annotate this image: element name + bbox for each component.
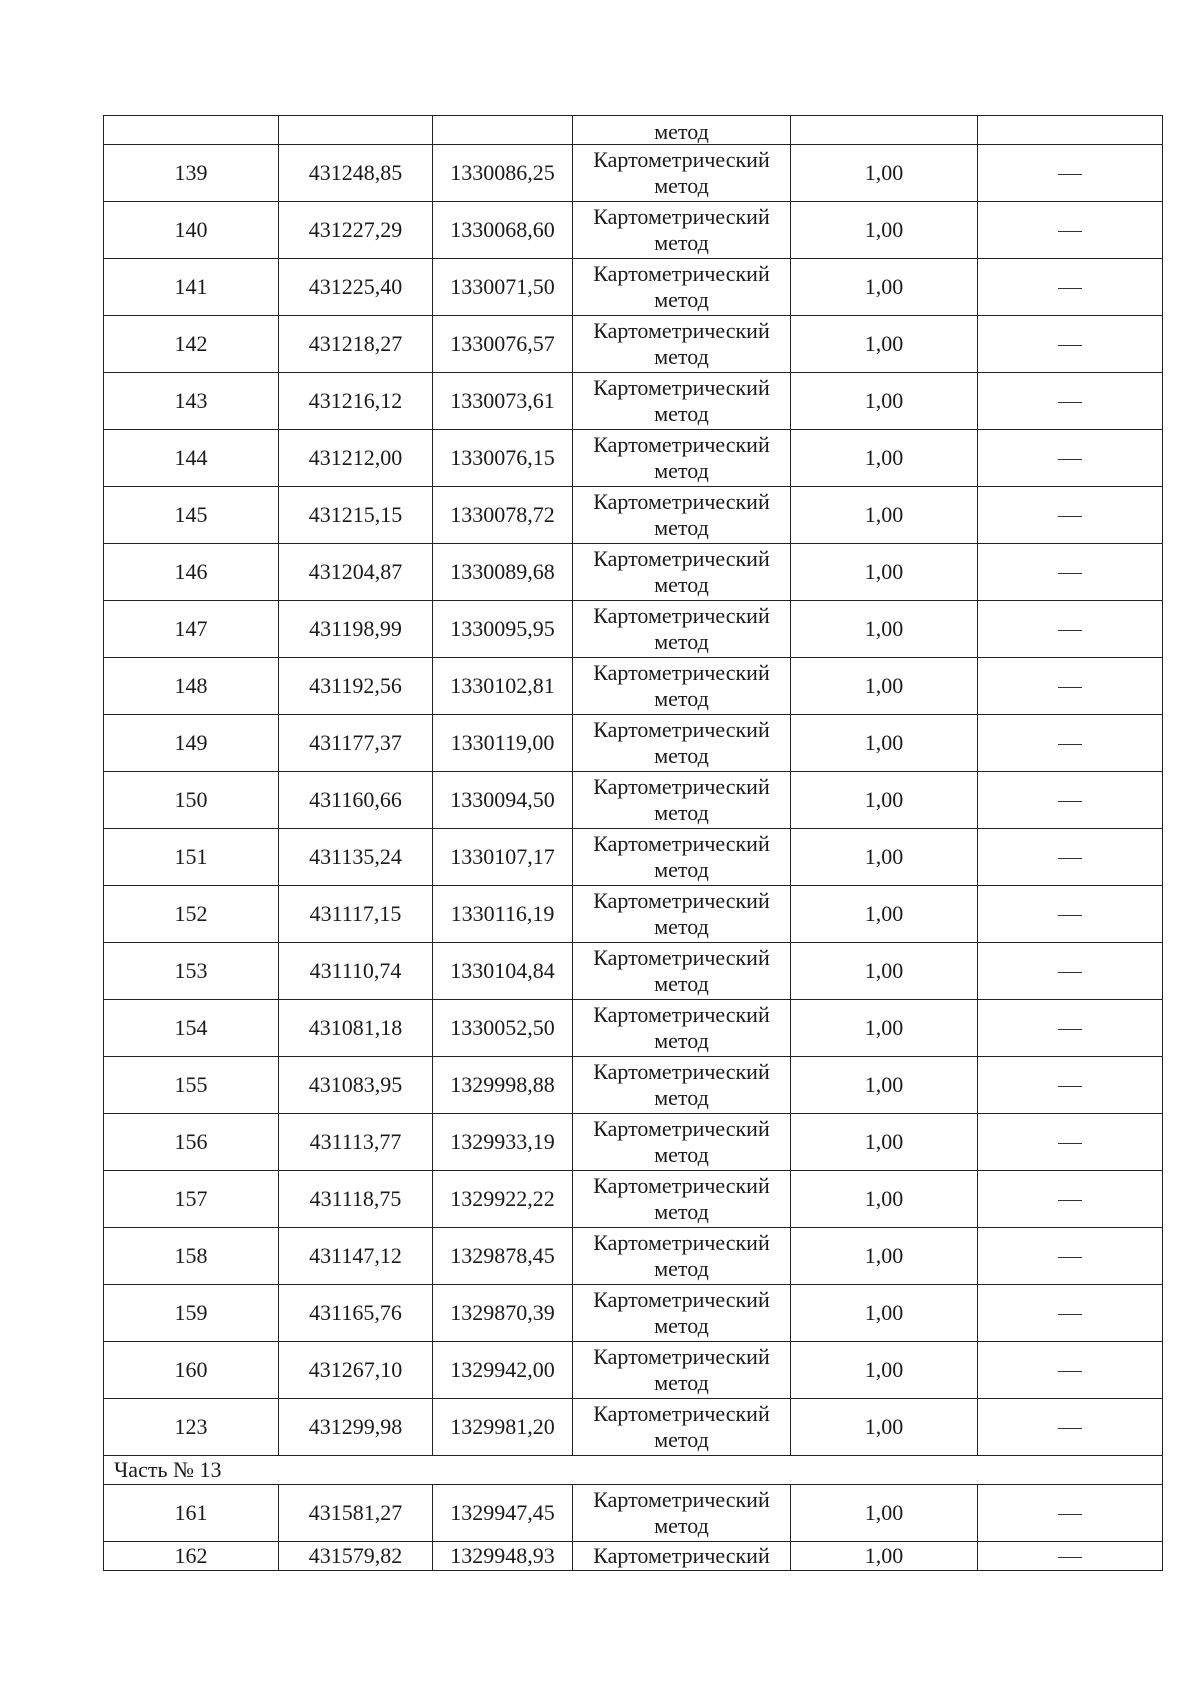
precision-cell: 1,00	[791, 1485, 978, 1542]
y-coordinate-cell: 1329878,45	[433, 1228, 573, 1285]
precision-cell: 1,00	[791, 1228, 978, 1285]
method-cell	[573, 1114, 791, 1171]
em-dash-icon	[1058, 402, 1082, 403]
method-line-2: метод	[654, 515, 709, 540]
table-row	[104, 1171, 1163, 1228]
note-cell	[978, 1228, 1163, 1285]
note-cell	[978, 1171, 1163, 1228]
x-coordinate-cell: 431299,98	[279, 1399, 433, 1456]
point-number-cell: 145	[104, 487, 279, 544]
precision-cell: 1,00	[791, 886, 978, 943]
note-cell	[978, 1000, 1163, 1057]
table-row	[104, 601, 1163, 658]
em-dash-icon	[1058, 1514, 1082, 1515]
precision-cell: 1,00	[791, 487, 978, 544]
point-number-cell: 157	[104, 1171, 279, 1228]
table-row	[104, 886, 1163, 943]
method-cell	[573, 829, 791, 886]
note-cell	[978, 1114, 1163, 1171]
method-line-2: метод	[654, 1313, 709, 1338]
point-number-cell: 147	[104, 601, 279, 658]
em-dash-icon	[1058, 630, 1082, 631]
y-coordinate-cell: 1329870,39	[433, 1285, 573, 1342]
method-line-1: Картометрический	[593, 1002, 770, 1027]
precision-cell: 1,00	[791, 1057, 978, 1114]
note-cell	[978, 772, 1163, 829]
method-line-2: метод	[654, 173, 709, 198]
note-cell	[978, 829, 1163, 886]
method-cell	[573, 544, 791, 601]
precision-cell: 1,00	[791, 373, 978, 430]
point-number-cell: 155	[104, 1057, 279, 1114]
precision-cell: 1,00	[791, 715, 978, 772]
point-number-cell: 140	[104, 202, 279, 259]
x-coordinate-cell: 431160,66	[279, 772, 433, 829]
method-line-1: Картометрический	[593, 888, 770, 913]
table-row	[104, 373, 1163, 430]
method-line-2: метод	[654, 1370, 709, 1395]
em-dash-icon	[1058, 1428, 1082, 1429]
method-line-1: Картометрический	[593, 603, 770, 628]
y-coordinate-cell: 1329948,93	[433, 1542, 573, 1571]
table-row	[104, 829, 1163, 886]
method-line-1: Картометрический	[593, 204, 770, 229]
method-line-2: метод	[654, 914, 709, 939]
table-row	[104, 544, 1163, 601]
precision-cell: 1,00	[791, 658, 978, 715]
x-coordinate-cell: 431117,15	[279, 886, 433, 943]
x-coordinate-cell: 431083,95	[279, 1057, 433, 1114]
precision-cell: 1,00	[791, 1399, 978, 1456]
table-row	[104, 1000, 1163, 1057]
method-line-2: метод	[654, 230, 709, 255]
method-cell	[573, 943, 791, 1000]
y-coordinate-cell: 1330052,50	[433, 1000, 573, 1057]
table-row	[104, 316, 1163, 373]
x-coordinate-cell: 431267,10	[279, 1342, 433, 1399]
point-number-cell: 161	[104, 1485, 279, 1542]
x-coordinate-cell: 431215,15	[279, 487, 433, 544]
method-cell	[573, 1399, 791, 1456]
point-number-cell: 150	[104, 772, 279, 829]
method-cell	[573, 886, 791, 943]
note-cell	[978, 1542, 1163, 1571]
x-coordinate-cell: 431165,76	[279, 1285, 433, 1342]
method-cell	[573, 1171, 791, 1228]
x-coordinate-cell: 431218,27	[279, 316, 433, 373]
note-cell	[978, 259, 1163, 316]
point-number-cell: 153	[104, 943, 279, 1000]
method-line-2: метод	[654, 1085, 709, 1110]
method-line-1: Картометрический	[593, 546, 770, 571]
em-dash-icon	[1058, 972, 1082, 973]
method-line-2: метод	[654, 743, 709, 768]
y-coordinate-cell: 1330107,17	[433, 829, 573, 886]
point-number-cell: 148	[104, 658, 279, 715]
method-cell	[573, 601, 791, 658]
precision-cell: 1,00	[791, 1171, 978, 1228]
point-number-cell: 139	[104, 145, 279, 202]
method-line-1: Картометрический	[593, 375, 770, 400]
table-row	[104, 1114, 1163, 1171]
x-coordinate-cell: 431248,85	[279, 145, 433, 202]
note-cell	[978, 1485, 1163, 1542]
em-dash-icon	[1058, 1557, 1082, 1558]
precision-cell: 1,00	[791, 1542, 978, 1571]
note-cell	[978, 145, 1163, 202]
method-cell	[573, 145, 791, 202]
precision-cell: 1,00	[791, 259, 978, 316]
method-cell: метод	[573, 116, 791, 145]
note-cell	[978, 658, 1163, 715]
x-coordinate-cell: 431579,82	[279, 1542, 433, 1571]
y-coordinate-cell: 1329942,00	[433, 1342, 573, 1399]
em-dash-icon	[1058, 744, 1082, 745]
precision-cell: 1,00	[791, 1342, 978, 1399]
note-cell	[978, 1057, 1163, 1114]
precision-cell: 1,00	[791, 829, 978, 886]
coordinates-table	[103, 115, 1163, 1571]
em-dash-icon	[1058, 1143, 1082, 1144]
precision-cell: 1,00	[791, 943, 978, 1000]
x-coordinate-cell: 431113,77	[279, 1114, 433, 1171]
em-dash-icon	[1058, 1257, 1082, 1258]
precision-cell: 1,00	[791, 772, 978, 829]
point-number-cell: 143	[104, 373, 279, 430]
point-number-cell: 154	[104, 1000, 279, 1057]
method-cell	[573, 373, 791, 430]
note-cell	[978, 202, 1163, 259]
precision-cell: 1,00	[791, 544, 978, 601]
table-row	[104, 1399, 1163, 1456]
em-dash-icon	[1058, 801, 1082, 802]
method-cell	[573, 1485, 791, 1542]
x-coordinate-cell: 431192,56	[279, 658, 433, 715]
table-row	[104, 943, 1163, 1000]
point-number-cell: 149	[104, 715, 279, 772]
method-line-2: метод	[654, 800, 709, 825]
y-coordinate-cell: 1330073,61	[433, 373, 573, 430]
precision-cell: 1,00	[791, 1114, 978, 1171]
x-coordinate-cell: 431135,24	[279, 829, 433, 886]
precision-cell: 1,00	[791, 145, 978, 202]
y-coordinate-cell: 1330104,84	[433, 943, 573, 1000]
note-cell	[978, 715, 1163, 772]
x-coordinate-cell: 431081,18	[279, 1000, 433, 1057]
note-cell	[978, 430, 1163, 487]
method-line-1: Картометрический	[593, 1287, 770, 1312]
method-line-1: Картометрический	[593, 660, 770, 685]
point-number-cell: 151	[104, 829, 279, 886]
em-dash-icon	[1058, 516, 1082, 517]
point-number-cell: 158	[104, 1228, 279, 1285]
point-number-cell: 123	[104, 1399, 279, 1456]
method-line-2: метод	[654, 1513, 709, 1538]
y-coordinate-cell: 1330068,60	[433, 202, 573, 259]
precision-cell: 1,00	[791, 316, 978, 373]
em-dash-icon	[1058, 288, 1082, 289]
method-line-2: метод	[654, 629, 709, 654]
y-coordinate-cell: 1330094,50	[433, 772, 573, 829]
note-cell	[978, 544, 1163, 601]
y-coordinate-cell: 1330095,95	[433, 601, 573, 658]
x-coordinate-cell: 431227,29	[279, 202, 433, 259]
point-number-cell: 146	[104, 544, 279, 601]
y-coordinate-cell: 1330116,19	[433, 886, 573, 943]
y-coordinate-cell: 1330089,68	[433, 544, 573, 601]
em-dash-icon	[1058, 174, 1082, 175]
method-line-2: метод	[654, 1028, 709, 1053]
method-line-2: метод	[654, 344, 709, 369]
method-line-2: метод	[654, 1427, 709, 1452]
method-cell	[573, 1057, 791, 1114]
x-coordinate-cell: 431216,12	[279, 373, 433, 430]
method-line-1: Картометрический	[593, 432, 770, 457]
point-number-cell: 152	[104, 886, 279, 943]
method-cell	[573, 430, 791, 487]
x-coordinate-cell: 431118,75	[279, 1171, 433, 1228]
y-coordinate-cell: 1329922,22	[433, 1171, 573, 1228]
method-line-2: метод	[654, 971, 709, 996]
x-coordinate-cell: 431198,99	[279, 601, 433, 658]
note-cell	[978, 886, 1163, 943]
method-cell	[573, 1285, 791, 1342]
table-row	[104, 772, 1163, 829]
x-coordinate-cell: 431581,27	[279, 1485, 433, 1542]
x-coordinate-cell: 431204,87	[279, 544, 433, 601]
method-line-1: Картометрический	[593, 1059, 770, 1084]
method-cell	[573, 487, 791, 544]
method-line-2: метод	[654, 686, 709, 711]
point-number-cell: 160	[104, 1342, 279, 1399]
method-line-1: Картометрический	[593, 774, 770, 799]
part-label: Часть № 13	[104, 1456, 1163, 1485]
method-line-1: Картометрический	[593, 147, 770, 172]
method-line-2: метод	[654, 1256, 709, 1281]
em-dash-icon	[1058, 915, 1082, 916]
method-line-1: Картометрический	[593, 945, 770, 970]
x-coordinate-cell: 431110,74	[279, 943, 433, 1000]
y-coordinate-cell: 1329998,88	[433, 1057, 573, 1114]
method-cell	[573, 658, 791, 715]
point-number-cell: 141	[104, 259, 279, 316]
method-line-2: метод	[654, 1199, 709, 1224]
precision-cell: 1,00	[791, 601, 978, 658]
table-row	[104, 1485, 1163, 1542]
note-cell	[978, 487, 1163, 544]
note-cell	[978, 1342, 1163, 1399]
em-dash-icon	[1058, 1029, 1082, 1030]
table-row	[104, 715, 1163, 772]
method-cell	[573, 772, 791, 829]
em-dash-icon	[1058, 573, 1082, 574]
y-coordinate-cell: 1329981,20	[433, 1399, 573, 1456]
method-line-2: метод	[654, 401, 709, 426]
method-line-1: Картометрический	[593, 1543, 770, 1568]
point-number-cell: 162	[104, 1542, 279, 1571]
precision-cell: 1,00	[791, 1285, 978, 1342]
method-cell	[573, 1342, 791, 1399]
point-number-cell: 142	[104, 316, 279, 373]
y-coordinate-cell: 1329947,45	[433, 1485, 573, 1542]
method-line-2: метод	[654, 572, 709, 597]
em-dash-icon	[1058, 345, 1082, 346]
table-row	[104, 259, 1163, 316]
method-line-1: Картометрический	[593, 1230, 770, 1255]
em-dash-icon	[1058, 687, 1082, 688]
method-line-1: Картометрический	[593, 1487, 770, 1512]
method-line-1: Картометрический	[593, 318, 770, 343]
y-coordinate-cell: 1330071,50	[433, 259, 573, 316]
y-coordinate-cell: 1330102,81	[433, 658, 573, 715]
table-row	[104, 202, 1163, 259]
method-line-2: метод	[654, 287, 709, 312]
x-coordinate-cell: 431225,40	[279, 259, 433, 316]
method-line-1: Картометрический	[593, 1116, 770, 1141]
note-cell	[978, 1285, 1163, 1342]
method-line-2: метод	[654, 458, 709, 483]
method-line-1: Картометрический	[593, 1344, 770, 1369]
method-cell	[573, 259, 791, 316]
em-dash-icon	[1058, 1200, 1082, 1201]
y-coordinate-cell: 1330086,25	[433, 145, 573, 202]
table-row-continuation	[104, 116, 1163, 145]
method-line-1: Картометрический	[593, 717, 770, 742]
point-number-cell: 156	[104, 1114, 279, 1171]
table-row	[104, 1342, 1163, 1399]
table-row	[104, 658, 1163, 715]
method-line-1: Картометрический	[593, 261, 770, 286]
table-row	[104, 430, 1163, 487]
x-coordinate-cell: 431177,37	[279, 715, 433, 772]
table-row	[104, 1285, 1163, 1342]
point-number-cell: 159	[104, 1285, 279, 1342]
y-coordinate-cell: 1330078,72	[433, 487, 573, 544]
method-line-2: метод	[654, 1142, 709, 1167]
method-cell	[573, 1000, 791, 1057]
precision-cell: 1,00	[791, 202, 978, 259]
em-dash-icon	[1058, 1371, 1082, 1372]
method-line-1: Картометрический	[593, 1173, 770, 1198]
method-cell	[573, 1228, 791, 1285]
em-dash-icon	[1058, 459, 1082, 460]
note-cell	[978, 943, 1163, 1000]
em-dash-icon	[1058, 231, 1082, 232]
precision-cell: 1,00	[791, 430, 978, 487]
table-row	[104, 145, 1163, 202]
method-cell	[573, 1542, 791, 1571]
y-coordinate-cell: 1329933,19	[433, 1114, 573, 1171]
em-dash-icon	[1058, 1314, 1082, 1315]
y-coordinate-cell: 1330076,15	[433, 430, 573, 487]
table-row	[104, 1228, 1163, 1285]
method-line-1: Картометрический	[593, 1401, 770, 1426]
point-number-cell: 144	[104, 430, 279, 487]
part-header-row	[104, 1456, 1163, 1485]
x-coordinate-cell: 431212,00	[279, 430, 433, 487]
table-row	[104, 1542, 1163, 1571]
method-cell	[573, 316, 791, 373]
method-line-1: Картометрический	[593, 489, 770, 514]
table-row	[104, 1057, 1163, 1114]
note-cell	[978, 601, 1163, 658]
note-cell	[978, 1399, 1163, 1456]
note-cell	[978, 373, 1163, 430]
y-coordinate-cell: 1330119,00	[433, 715, 573, 772]
method-cell	[573, 202, 791, 259]
y-coordinate-cell: 1330076,57	[433, 316, 573, 373]
method-line-1: Картометрический	[593, 831, 770, 856]
em-dash-icon	[1058, 1086, 1082, 1087]
precision-cell: 1,00	[791, 1000, 978, 1057]
note-cell	[978, 316, 1163, 373]
x-coordinate-cell: 431147,12	[279, 1228, 433, 1285]
table-row	[104, 487, 1163, 544]
method-line-2: метод	[654, 857, 709, 882]
method-cell	[573, 715, 791, 772]
em-dash-icon	[1058, 858, 1082, 859]
